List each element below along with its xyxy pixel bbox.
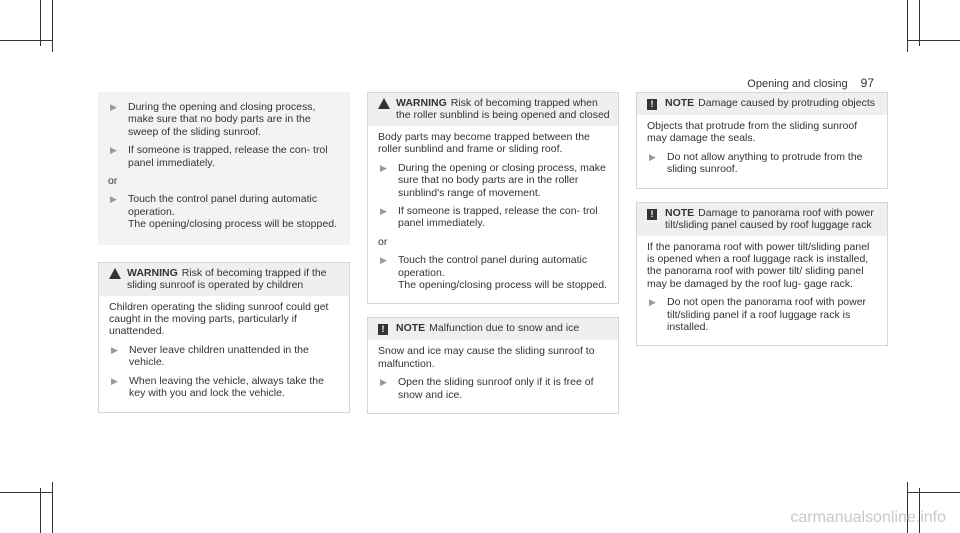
exclamation-icon: ! (378, 324, 388, 335)
note-header: ! NOTE Malfunction due to snow and ice (368, 318, 618, 340)
arrow-icon: ▶ (649, 151, 656, 162)
note-body: Snow and ice may cause the sliding sunroof to malfunction. ▶ Open the sliding sunroof only if it is free of snow and ice. (368, 340, 618, 413)
instruction-block (98, 92, 350, 245)
column-2 (367, 92, 619, 414)
arrow-icon: ▶ (111, 344, 118, 355)
crop-mark (908, 492, 960, 493)
crop-mark (52, 482, 53, 533)
note-box (636, 92, 888, 189)
page-header (747, 76, 874, 90)
note-body: If the panorama roof with power tilt/sliding panel is opened when a roof luggage rack is installed, the panorama roof with power tilt/ sliding panel may be damaged by the roof lug- gage rack. ▶ Do not open the panorama roof with power tilt/sliding panel if a roof luggage rack is installed. (637, 236, 887, 346)
crop-mark (40, 488, 41, 533)
or-text: or (108, 175, 118, 188)
list-item: ▶ Touch the control panel during automatic operation. The opening/closing process will be stopped. (380, 254, 607, 292)
exclamation-icon: ! (647, 99, 657, 110)
or-text: or (378, 235, 388, 248)
arrow-icon: ▶ (110, 145, 117, 156)
exclamation-icon: ! (647, 209, 657, 220)
column-1 (98, 92, 350, 413)
warning-body: Children operating the sliding sunroof could get caught in the moving parts, particularly if unattended. ▶ Never leave children unattended in the vehicle. ▶ When leaving the vehicle, always take the key with you and lock the vehicle. (99, 296, 349, 412)
note-header: ! NOTE Damage to panorama roof with power tilt/sliding panel caused by roof luggage rack (637, 203, 887, 236)
crop-mark (0, 492, 52, 493)
note-box (367, 317, 619, 414)
watermark: carmanualsonline.info (790, 509, 946, 526)
warning-box (367, 92, 619, 304)
warning-header: WARNING Risk of becoming trapped if the sliding sunroof is operated by children (99, 263, 349, 296)
arrow-icon: ▶ (110, 194, 117, 205)
arrow-icon: ▶ (649, 297, 656, 308)
list-item: ▶ Do not allow anything to protrude from the sliding sunroof. (649, 150, 863, 176)
arrow-icon: ▶ (380, 255, 387, 266)
note-box (636, 202, 888, 347)
arrow-icon: ▶ (111, 375, 118, 386)
list-item: ▶ If someone is trapped, release the con- trol panel immediately. (380, 205, 598, 230)
list-item: ▶ Never leave children unattended in the vehicle. (111, 343, 309, 369)
list-item: ▶ When leaving the vehicle, always take the key with you and lock the vehicle. (111, 374, 324, 400)
crop-mark (908, 40, 960, 41)
list-item: ▶ During the opening and closing process, make sure that no body parts are in the sweep of the sliding sunroof. (110, 101, 316, 138)
arrow-icon: ▶ (380, 162, 387, 173)
arrow-icon: ▶ (380, 377, 387, 388)
crop-mark (907, 0, 908, 52)
arrow-icon: ▶ (110, 102, 117, 112)
list-item: ▶ If someone is trapped, release the con- trol panel immediately. (110, 144, 328, 169)
crop-mark (0, 40, 52, 41)
list-item: ▶ During the opening or closing process, make sure that no body parts are in the roller sunblind's range of movement. (380, 161, 606, 199)
list-item: ▶ Touch the control panel during automatic operation. The opening/closing process will be stopped. (110, 193, 337, 231)
note-body: Objects that protrude from the sliding sunroof may damage the seals. ▶ Do not allow anything to protrude from the sliding sunroof. (637, 115, 887, 188)
warning-icon (109, 268, 121, 279)
list-item: ▶ Do not open the panorama roof with power tilt/sliding panel if a roof luggage rack is installed. (649, 296, 867, 334)
arrow-icon: ▶ (380, 206, 387, 217)
warning-icon (378, 98, 390, 109)
note-header: ! NOTE Damage caused by protruding objects (637, 93, 887, 115)
warning-box (98, 262, 350, 413)
warning-body: Body parts may become trapped between the roller sunblind and frame or sliding roof. ▶ During the opening or closing process, make sure that no body parts are in the roller sunblind's range of movement. ▶ If someone is trapped, release the con- trol panel immediately. or ▶ Touch the control panel during automatic operation. The opening/closing process will be stopped. (368, 126, 618, 303)
warning-header: WARNING Risk of becoming trapped when the roller sunblind is being opened and closed (368, 93, 618, 126)
list-item: ▶ Open the sliding sunroof only if it is free of snow and ice. (380, 376, 594, 401)
section-title: Opening and closing (747, 78, 848, 90)
column-3 (636, 92, 888, 346)
crop-mark (52, 0, 53, 52)
page-number: 97 (860, 76, 874, 90)
